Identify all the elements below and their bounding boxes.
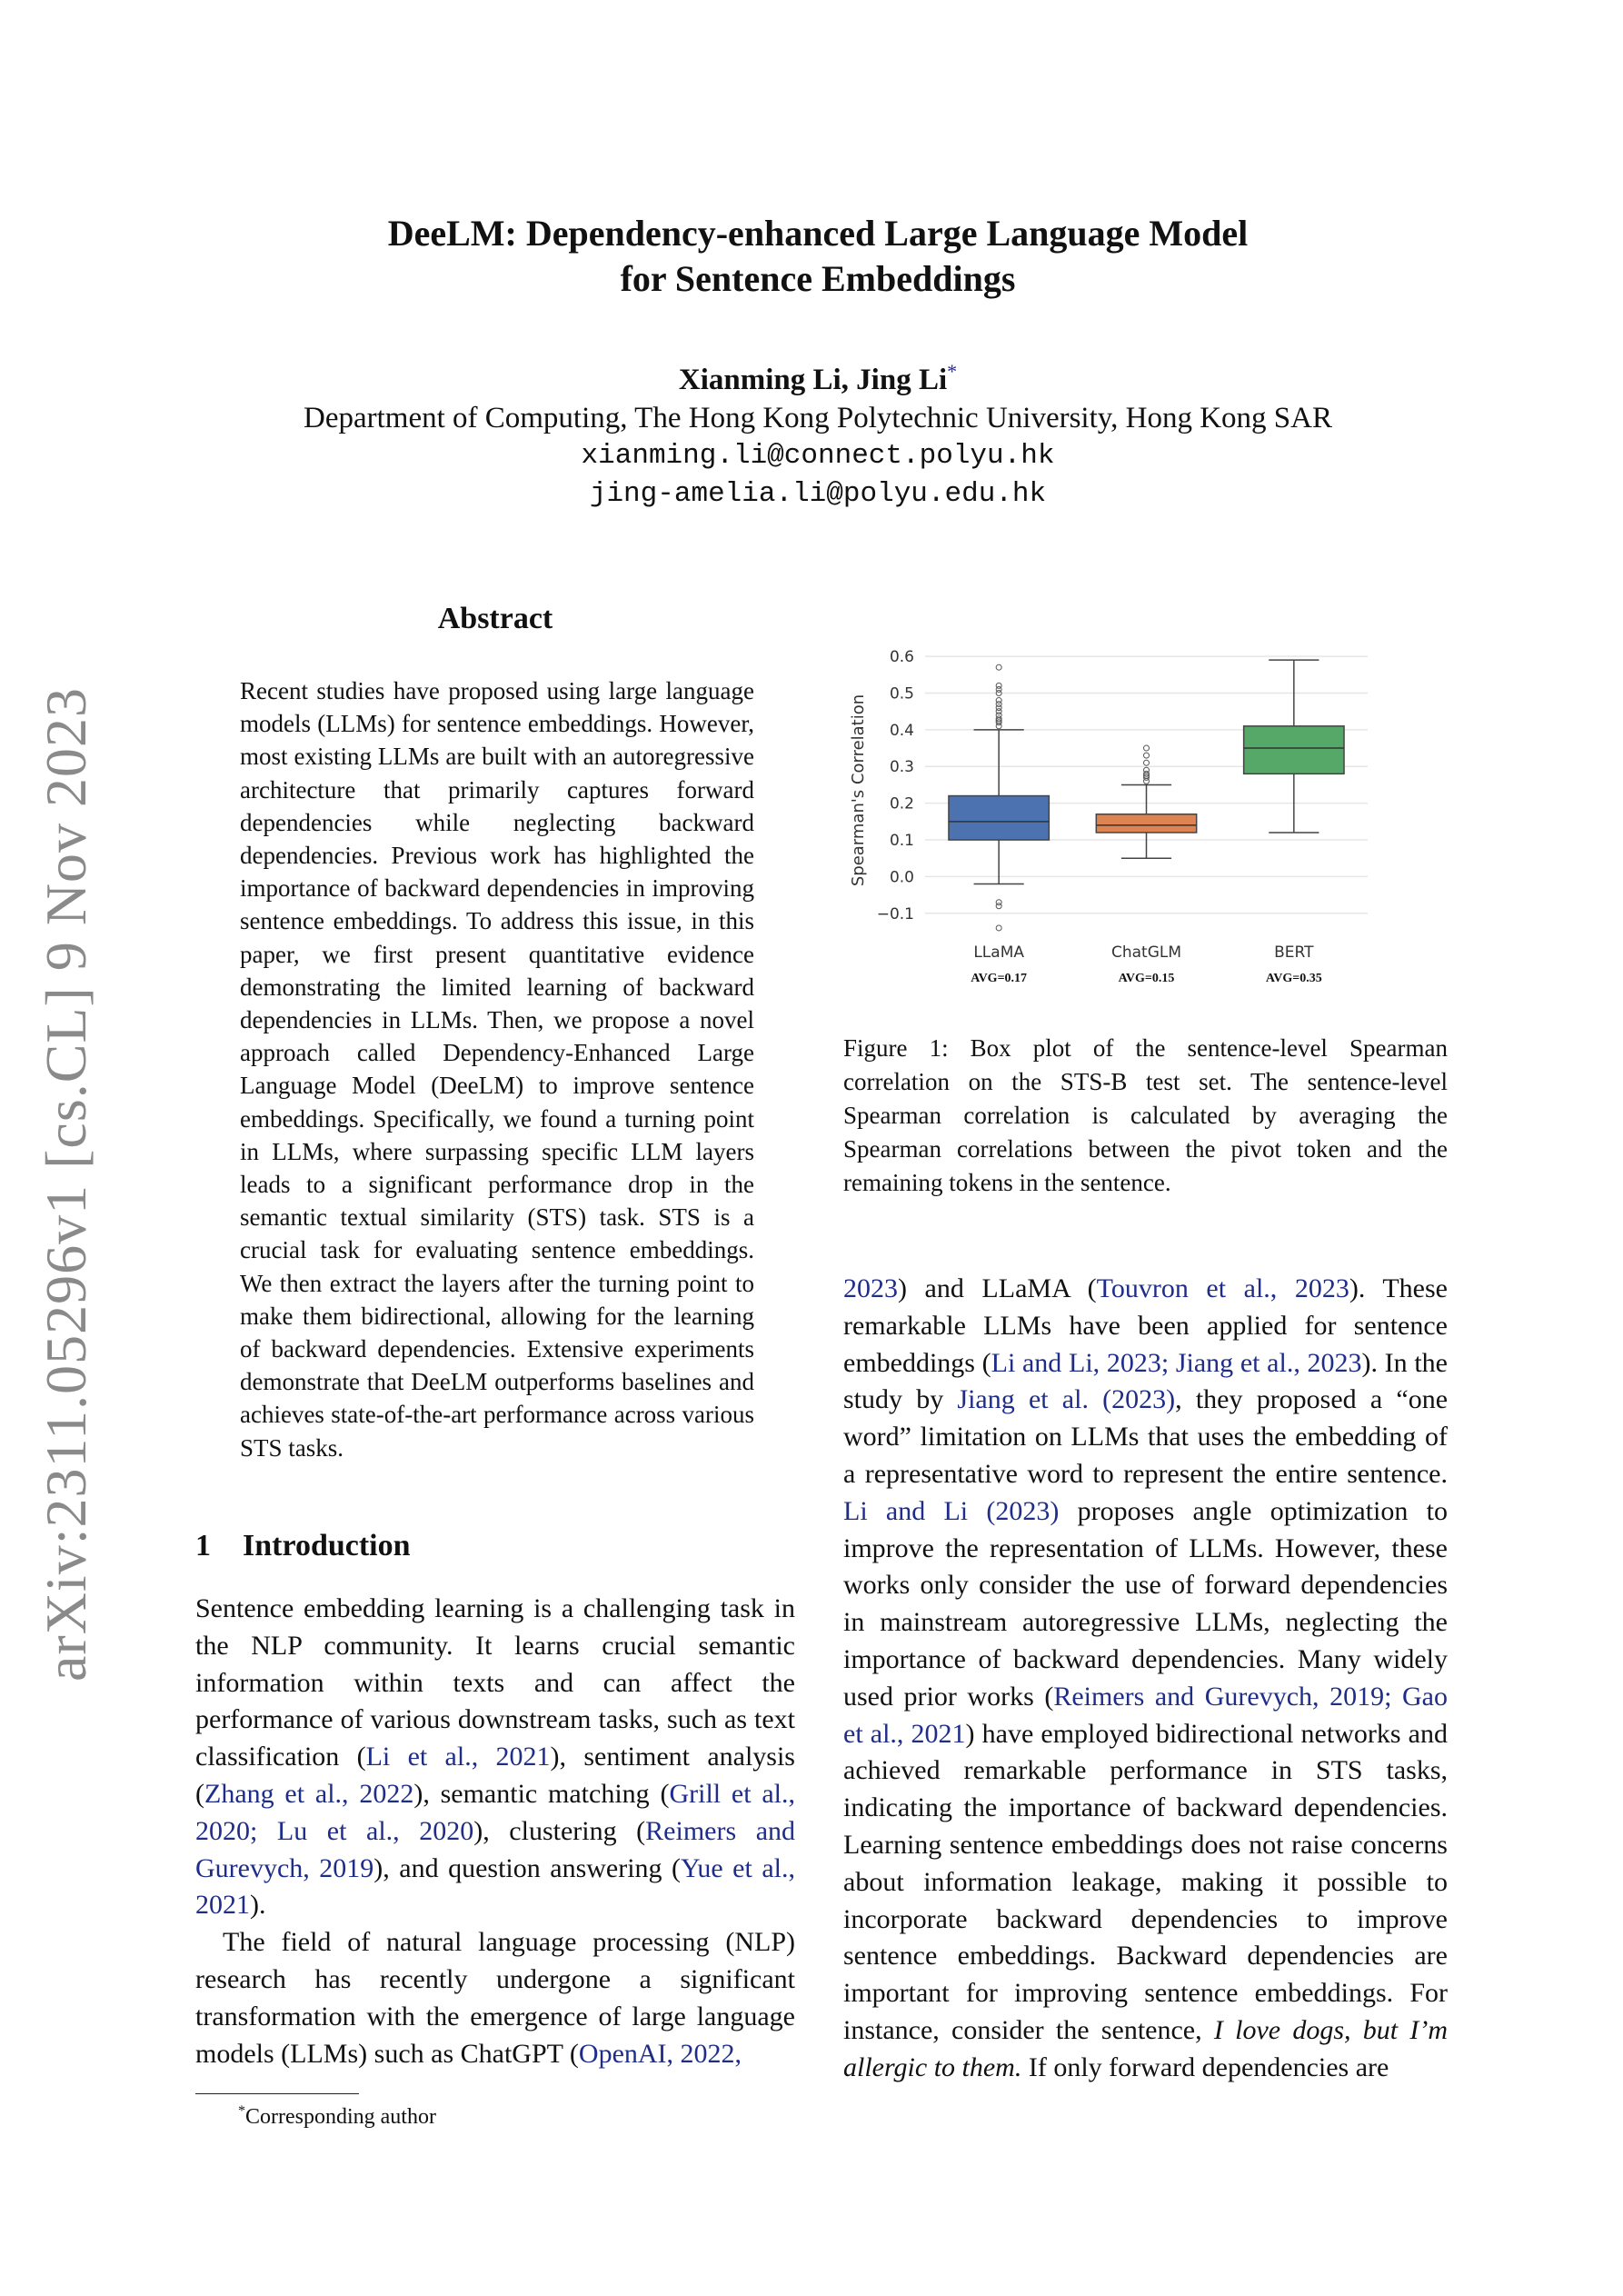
text-run: , they proposed a “one word” limitation on LLMs that uses the embedding of a representative word to represent the entire sentence. xyxy=(843,1384,1449,1489)
title-line-1: DeeLM: Dependency-enhanced Large Language Model xyxy=(387,213,1249,254)
y-tick-label: 0.3 xyxy=(889,758,914,777)
title-line-2: for Sentence Embeddings xyxy=(620,258,1016,299)
text-run: ) and LLaMA ( xyxy=(898,1273,1097,1303)
intro-left-column xyxy=(195,1591,795,2072)
author-names xyxy=(254,353,1381,399)
box-chatglm xyxy=(1096,814,1196,833)
avg-label: AVG=0.15 xyxy=(1118,972,1175,985)
figure-1-caption: Figure 1: Box plot of the sentence-level Spearman correlation on the STS-B test set. The sentence-level Spearman correlation is calculated by averaging the Spearman correlations between the pivot token and the remaining tokens in the sentence. xyxy=(843,1034,1448,1196)
text-run: If only forward dependencies are xyxy=(1021,2051,1389,2082)
outlier-point xyxy=(996,683,1001,688)
citation-link[interactable]: Reimers and Gurevych, 2019; Gao et al., 2021 xyxy=(843,1681,1448,1749)
outlier-point xyxy=(1144,745,1150,751)
x-tick-label: ChatGLM xyxy=(1110,943,1182,962)
y-tick-label: 0.0 xyxy=(889,868,914,887)
outlier-point xyxy=(1144,767,1150,773)
section-1-heading xyxy=(195,1529,411,1563)
author-block xyxy=(254,353,1381,514)
author-names-text: Xianming Li, Jing Li xyxy=(678,364,948,396)
intro-right-column xyxy=(843,1271,1448,2087)
intro-right-paragraph xyxy=(843,1271,1448,2087)
y-tick-label: 0.2 xyxy=(889,794,914,814)
citation-link[interactable]: Reimers and Gurevych, 2019 xyxy=(195,1815,796,1883)
text-run: ) have employed bidirectional networks and achieved remarkable performance in STS tasks, indicating the importance of backward dependencies. Learning sentence embeddings does not raise concerns about information leakage, making it possible to incorporate backward dependencies to improve sentence embeddings. Backward dependencies are important for improving sentence embeddings. For instance, consider the sentence, xyxy=(843,1718,1448,2045)
y-tick-label: 0.4 xyxy=(889,721,914,740)
citation-link[interactable]: Yue et al., 2021 xyxy=(195,1852,795,1921)
box-bert xyxy=(1244,726,1344,774)
y-tick-label: −0.1 xyxy=(876,904,914,923)
citation-link[interactable]: Jiang et al. (2023) xyxy=(957,1384,1176,1415)
footnote-text: Corresponding author xyxy=(245,2105,436,2129)
section-1-number: 1 xyxy=(195,1529,211,1562)
citation-link[interactable]: Li and Li, 2023; Jiang et al., 2023 xyxy=(991,1347,1362,1378)
citation-link[interactable]: Li et al., 2021 xyxy=(365,1742,551,1772)
text-run: ), sentiment analysis ( xyxy=(195,1742,795,1809)
text-run: The field of natural language processing (NLP) research has recently undergone a significant transformation with the emergence of large language models (LLMs) such as ChatGPT ( xyxy=(195,1927,795,2069)
citation-link[interactable]: Grill et al., 2020; Lu et al., 2020 xyxy=(195,1778,795,1846)
paper-title xyxy=(254,211,1381,302)
outlier-point xyxy=(996,664,1001,670)
outlier-point xyxy=(996,698,1001,704)
text-run: ). In the study by xyxy=(843,1347,1448,1415)
text-run: ). These remarkable LLMs have been applied for sentence embeddings ( xyxy=(843,1273,1448,1378)
text-run: Sentence embedding learning is a challenging task in the NLP community. It learns crucial semantic information within texts and can affect the performance of various downstream tasks, such as text classification ( xyxy=(195,1593,795,1772)
italic-text: I love dogs, but I’m allergic to them. xyxy=(843,2014,1448,2082)
footnote-rule xyxy=(195,2093,359,2094)
text-run: ), and question answering ( xyxy=(373,1852,682,1883)
outlier-point xyxy=(996,925,1001,931)
box-llama xyxy=(949,796,1049,840)
intro-paragraph-1 xyxy=(195,1591,795,1924)
abstract-body: Recent studies have proposed using large language models (LLMs) for sentence embeddings. However, most existing LLMs are built with an autoregressive architecture that primarily captures forward dependencies while neglecting backward dependencies. Previous work has highlighted the importance of backward dependencies in improving sentence embeddings. To address this issue, in this paper, we first present quantitative evidence demonstrating the limited learning of backward dependencies in LLMs. Then, we propose a novel approach called Dependency-Enhanced Large Language Model (DeeLM) to improve sentence embeddings. Specifically, we found a turning point in LLMs, where surpassing specific LLM layers leads to a significant performance drop in the semantic textual similarity (STS) task. STS is a crucial task for evaluating sentence embeddings. We then extract the layers after the turning point to make them bidirectional, allowing for the learning of backward dependencies. Extensive experiments demonstrate that DeeLM outperforms baselines and achieves state-of-the-art performance across various STS tasks. xyxy=(240,677,754,1462)
avg-label: AVG=0.17 xyxy=(971,972,1028,985)
x-tick-label: LLaMA xyxy=(973,943,1025,962)
text-run: ). xyxy=(250,1890,266,1921)
citation-link[interactable]: Zhang et al., 2022 xyxy=(204,1778,414,1809)
figure-1-chart xyxy=(845,636,1390,1009)
y-tick-label: 0.6 xyxy=(889,648,914,667)
author-email-1[interactable]: xianming.li@connect.polyu.hk xyxy=(581,440,1055,472)
y-axis-label: Spearman's Correlation xyxy=(849,694,868,887)
footnote-mark: * xyxy=(238,2103,245,2119)
citation-link[interactable]: 2023 xyxy=(843,1273,898,1303)
outlier-point xyxy=(1144,760,1150,765)
text-run: ), semantic matching ( xyxy=(413,1778,670,1809)
y-tick-label: 0.5 xyxy=(889,684,914,704)
author-affiliation: Department of Computing, The Hong Kong Polytechnic University, Hong Kong SAR xyxy=(304,402,1332,434)
author-email-2[interactable]: jing-amelia.li@polyu.edu.hk xyxy=(589,478,1047,510)
citation-link[interactable]: OpenAI, 2022, xyxy=(578,2038,742,2069)
arxiv-stamp: arXiv:2311.05296v1 [cs.CL] 9 Nov 2023 xyxy=(34,686,98,1682)
y-tick-label: 0.1 xyxy=(889,832,914,851)
citation-link[interactable]: Touvron et al., 2023 xyxy=(1096,1273,1349,1303)
box-plot-svg xyxy=(845,636,1390,1009)
outlier-point xyxy=(1144,753,1150,758)
x-tick-label: BERT xyxy=(1274,943,1314,962)
avg-label: AVG=0.35 xyxy=(1265,972,1322,985)
text-run: proposes angle optimization to improve the representation of LLMs. However, these works only consider the use of forward dependencies in mainstream autoregressive LLMs, neglecting the importance of backward dependencies. Many widely used prior works ( xyxy=(843,1495,1448,1712)
outlier-point xyxy=(996,903,1001,909)
intro-paragraph-2 xyxy=(195,1924,795,2072)
footnote xyxy=(238,2103,436,2130)
abstract-heading: Abstract xyxy=(437,602,553,635)
text-run: ), clustering ( xyxy=(473,1815,646,1846)
author-footnote-mark[interactable]: * xyxy=(947,360,958,383)
citation-link[interactable]: Li and Li (2023) xyxy=(843,1495,1060,1526)
section-1-title: Introduction xyxy=(243,1529,411,1562)
